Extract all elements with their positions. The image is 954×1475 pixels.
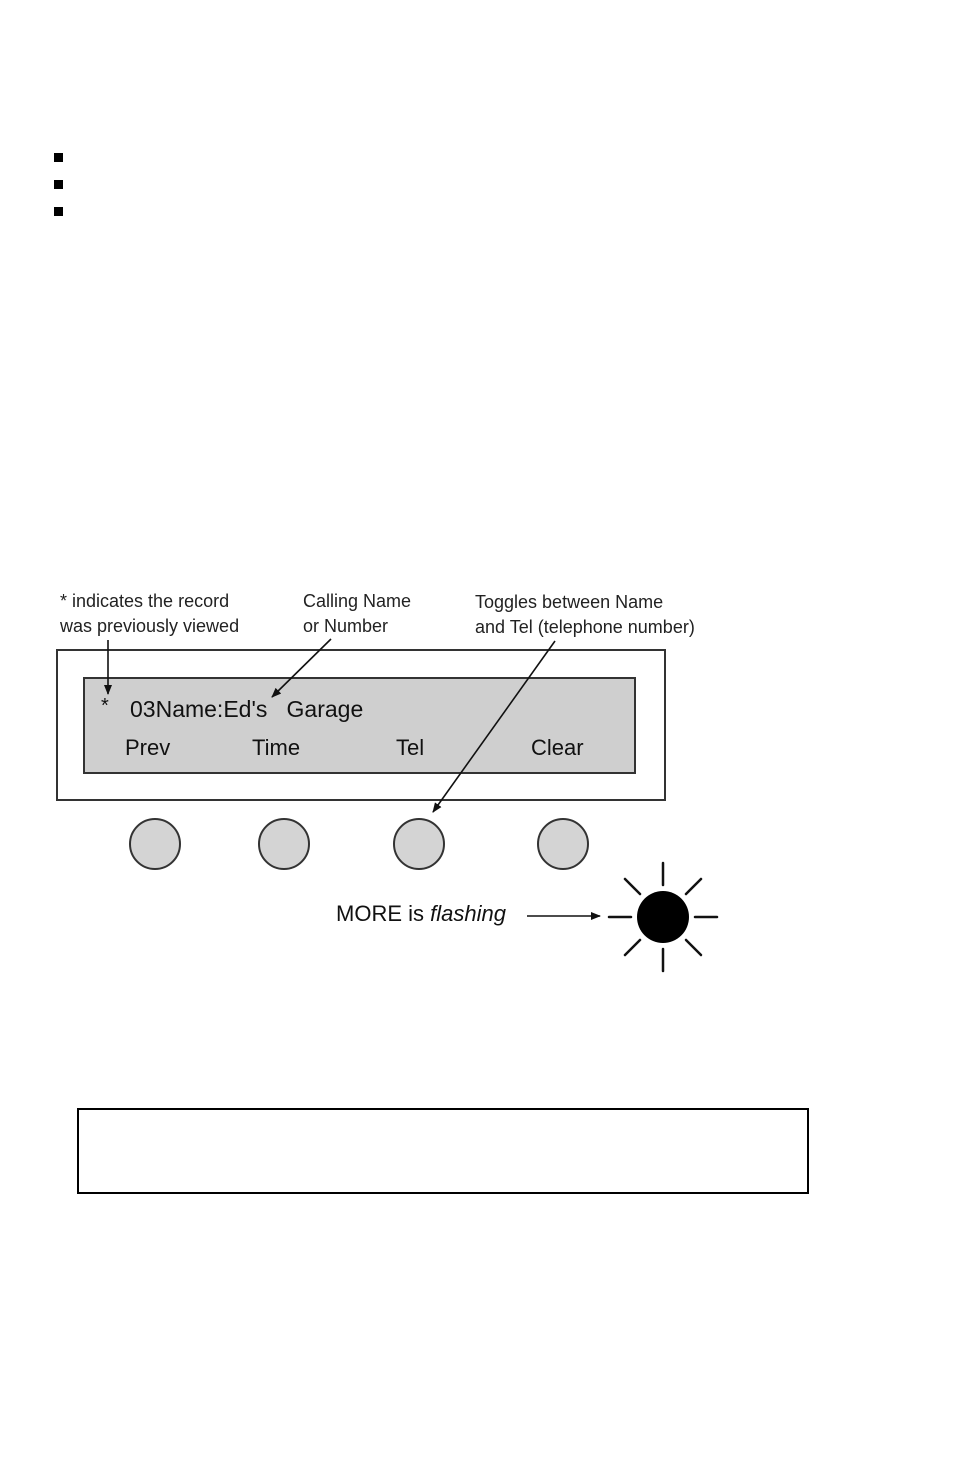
- lcd-line1: 03Name:Ed's Garage: [130, 696, 364, 722]
- annotation-star-line2: was previously viewed: [60, 616, 240, 636]
- annotation-star-line1: * indicates the record: [60, 591, 230, 611]
- viewed-marker: *: [101, 695, 109, 717]
- softkey-button-tel[interactable]: [394, 819, 444, 869]
- note-box: [77, 1108, 809, 1194]
- annotation-toggle-line2: and Tel (telephone number): [475, 617, 695, 637]
- softkey-label-time: Time: [252, 735, 301, 760]
- annotation-calling-line2: or Number: [303, 616, 389, 636]
- more-label-emphasis: flashing: [430, 901, 506, 926]
- softkey-button-time[interactable]: [259, 819, 309, 869]
- softkey-label-tel: Tel: [396, 735, 425, 760]
- annotation-calling-line1: Calling Name: [303, 591, 412, 611]
- softkey-button-clear[interactable]: [538, 819, 588, 869]
- more-label-prefix: MORE is: [336, 901, 431, 926]
- softkey-label-prev: Prev: [125, 735, 171, 760]
- softkey-label-clear: Clear: [531, 735, 584, 760]
- flashing-light-icon: [609, 863, 717, 971]
- more-indicator-label: [336, 901, 506, 927]
- annotation-toggle-line1: Toggles between Name: [475, 592, 664, 612]
- softkey-button-prev[interactable]: [130, 819, 180, 869]
